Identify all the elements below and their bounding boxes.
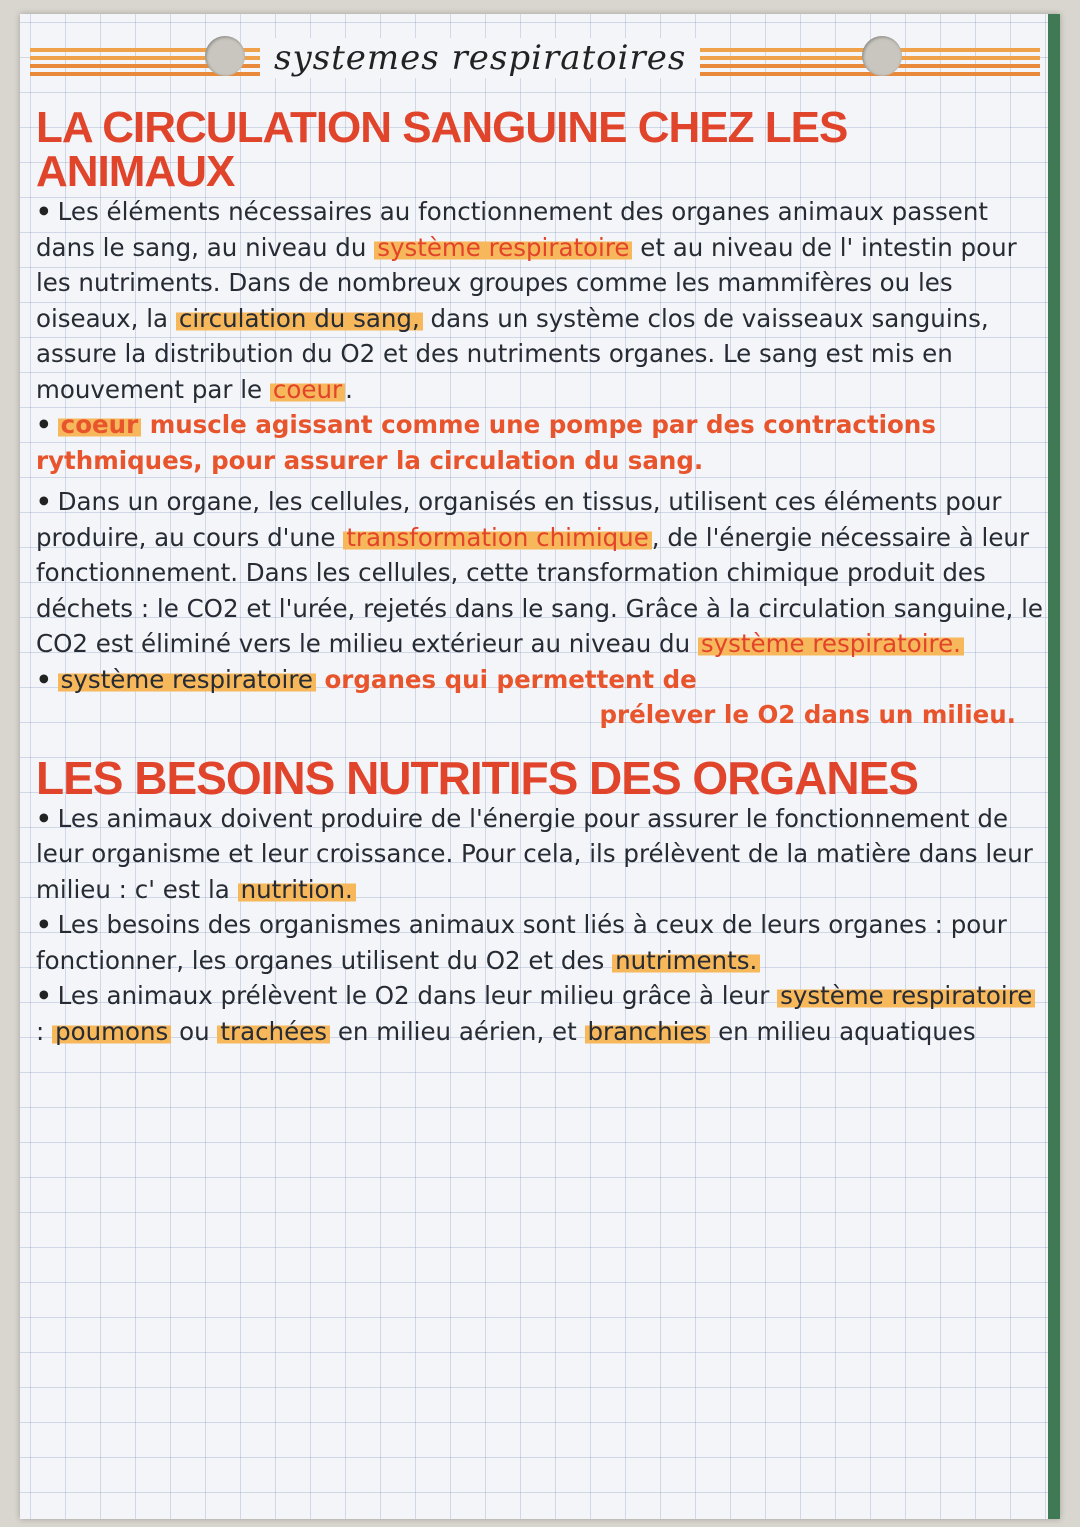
section-heading: LA CIRCULATION SANGUINE CHEZ LES ANIMAUX (36, 103, 848, 196)
paragraph: • Les animaux prélèvent le O2 dans leur milieu grâce à leur système respiratoire : poumons ou trachées en milieu aérien, et branchies en milieu aquatiques (36, 978, 1046, 1049)
bullet-icon: • (36, 910, 52, 939)
bullet-icon: • (36, 197, 52, 226)
page-title: systemes respiratoires (260, 38, 700, 78)
paragraph: • Les besoins des organismes animaux sont liés à ceux de leurs organes : pour fonctionner, les organes utilisent du O2 et des nutriments. (36, 910, 1007, 975)
paragraph: • Les éléments nécessaires au fonctionnement des organes animaux passent dans le sang, au niveau du système respiratoire et au niveau de l' intestin pour les nutriments. Dans de nombreux groupes comme les mammifères ou les oiseaux, la circulation du sang, dans un système clos de vaisseaux sanguins, assure la distribution du O2 et des nutriments organes. Le sang est mis en mouvement par le coeur . (36, 197, 1017, 404)
highlight: transformation chimique (343, 523, 651, 552)
definition: • système respiratoire organes qui permettent de (36, 664, 697, 694)
bullet-icon: • (36, 487, 52, 516)
highlight: système respiratoire (777, 981, 1035, 1010)
highlight: système respiratoire (374, 233, 632, 262)
bullet-icon: • (36, 981, 52, 1010)
highlight: nutriments. (612, 946, 760, 975)
highlight: nutrition. (238, 875, 356, 904)
paragraph: • Les animaux doivent produire de l'énergie pour assurer le fonctionnement de leur organisme et leur croissance. Pour cela, ils prélèvent de la matière dans leur milieu : c' est la nutrition. (36, 803, 1033, 904)
highlight: système respiratoire. (698, 629, 964, 658)
bullet-icon: • (36, 664, 52, 694)
paragraph: • Dans un organe, les cellules, organisés en tissus, utilisent ces éléments pour produire, au cours d'une transformation chimique , de l'énergie nécessaire à leur fonctionnement. Dans les cellules, cette transformation chimique produit des déchets : le CO2 et l'urée, rejetés dans le sang. Grâce à la circulation sanguine, le CO2 est éliminé vers le milieu extérieur au niveau du système respiratoire. (36, 487, 1044, 658)
notebook-page (20, 14, 1060, 1519)
definition-term: coeur (58, 410, 142, 439)
page-edge (1048, 14, 1060, 1519)
highlight: coeur (270, 375, 345, 404)
binder-hole (862, 36, 902, 76)
definition-continued: prélever le O2 dans un milieu. (599, 700, 1016, 729)
highlight: poumons (52, 1017, 171, 1046)
highlight: circulation du sang, (176, 304, 423, 333)
definition-term: système respiratoire (58, 665, 316, 694)
section-heading: LES BESOINS NUTRITIFS DES ORGANES (36, 751, 918, 804)
bullet-icon: • (36, 410, 52, 439)
notes-content (36, 103, 1046, 1049)
definition: • coeur muscle agissant comme une pompe par des contractions rythmiques, pour assurer la circulation du sang. (36, 410, 936, 475)
highlight: branchies (585, 1017, 711, 1046)
binder-hole (205, 36, 245, 76)
highlight: trachées (217, 1017, 330, 1046)
bullet-icon: • (36, 803, 52, 833)
